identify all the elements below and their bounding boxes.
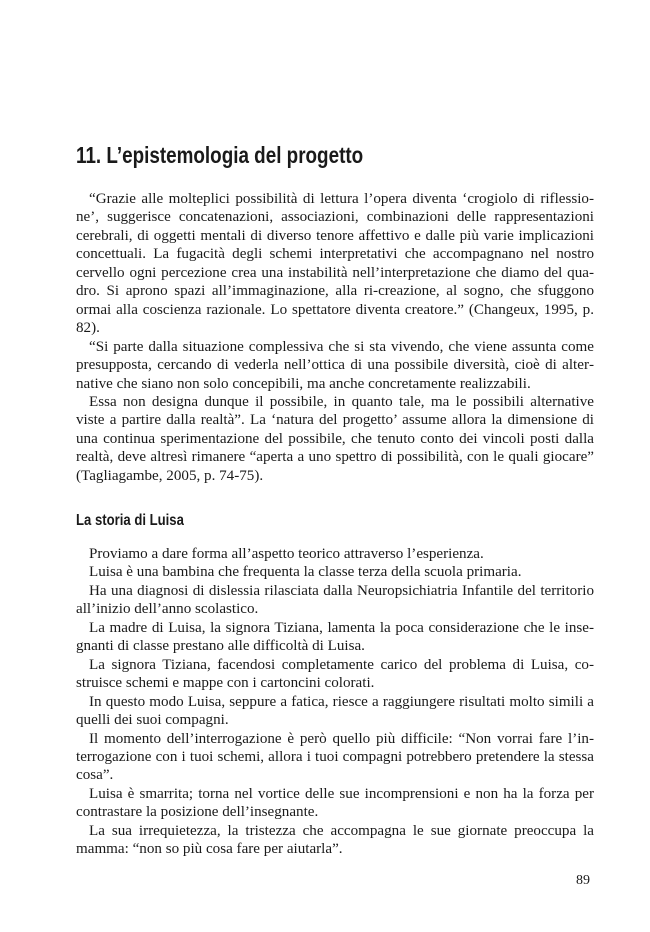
section-paragraph-9: La sua irrequietezza, la tristezza che accompagna le sue giornate preoccupa la mamma: “non so più cosa fare per aiutarla”. — [76, 822, 594, 858]
section-paragraph-3: Ha una diagnosi di dislessia rilasciata dalla Neuropsichiatria Infantile del territorio all’inizio dell’anno scolastico. — [76, 582, 594, 618]
chapter-title: 11. L’epistemologia del progetto — [76, 142, 364, 168]
section-title: La storia di Luisa — [76, 512, 184, 529]
page-number: 89 — [576, 873, 590, 888]
section-paragraph-2: Luisa è una bambina che frequenta la classe terza della scuola primaria. — [89, 564, 522, 581]
section-paragraph-7: Il momento dell’interrogazione è però quello più difficile: “Non vorrai fare l’interrogazione con i tuoi schemi, allora i tuoi compagni potrebbero pretendere la stessa cosa”. — [76, 730, 594, 784]
intro-text — [76, 190, 594, 485]
intro-paragraph-1: “Grazie alle molteplici possibilità di lettura l’opera diventa ‘crogiolo di riflessione’, suggerisce concatenazioni, associazioni, combinazioni delle rappresentazioni cerebrali, di oggetti mentali di diverso tenore affettivo e dalle più varie implicazioni concettuali. La fugacità degli schemi interpretativi che accompagnano nel nostro cervello ogni percezione crea una instabilità nell’interpretazione che diamo del quadro. Si aprono spazi all’immaginazione, alla ri-creazione, al sogno, che sfuggono ormai alla coscienza razionale. Lo spettatore diventa creatore.” (Changeux, 1995, p. 82). — [76, 191, 594, 337]
section-paragraph-6: In questo modo Luisa, seppure a fatica, riesce a raggiungere risultati molto simili a quelli dei suoi compagni. — [76, 693, 594, 729]
intro-paragraph-3: Essa non designa dunque il possibile, in quanto tale, ma le possibili alternative viste a partire dalla realtà”. La ‘natura del progetto’ assume allora la dimensione di una continua sperimentazione del possibile, che tenuto conto dei vincoli posti dalla realtà, deve altresì rimanere “aperta a uno spettro di possibilità, con le quali giocare” (Tagliagambe, 2005, p. 74-75). — [76, 393, 594, 484]
section-text — [76, 545, 594, 859]
section-paragraph-4: La madre di Luisa, la signora Tiziana, lamenta la poca considerazione che le insegnanti di classe prestano alle difficoltà di Luisa. — [76, 619, 594, 655]
section-paragraph-1: Proviamo a dare forma all’aspetto teorico attraverso l’esperienza. — [89, 546, 484, 562]
intro-paragraph-2: “Si parte dalla situazione complessiva che si sta vivendo, che viene assunta come presupposta, cercando di vederla nell’ottica di una possibile diversità, cioè di alternative che siano non solo concepibili, ma anche concretamente realizzabili. — [76, 338, 594, 392]
section-paragraph-5: La signora Tiziana, facendosi completamente carico del problema di Luisa, costruisce schemi e mappe con i cartoncini colorati. — [76, 656, 594, 692]
section-paragraph-8: Luisa è smarrita; torna nel vortice delle sue incomprensioni e non ha la forza per contrastare la posizione dell’insegnante. — [76, 785, 594, 821]
